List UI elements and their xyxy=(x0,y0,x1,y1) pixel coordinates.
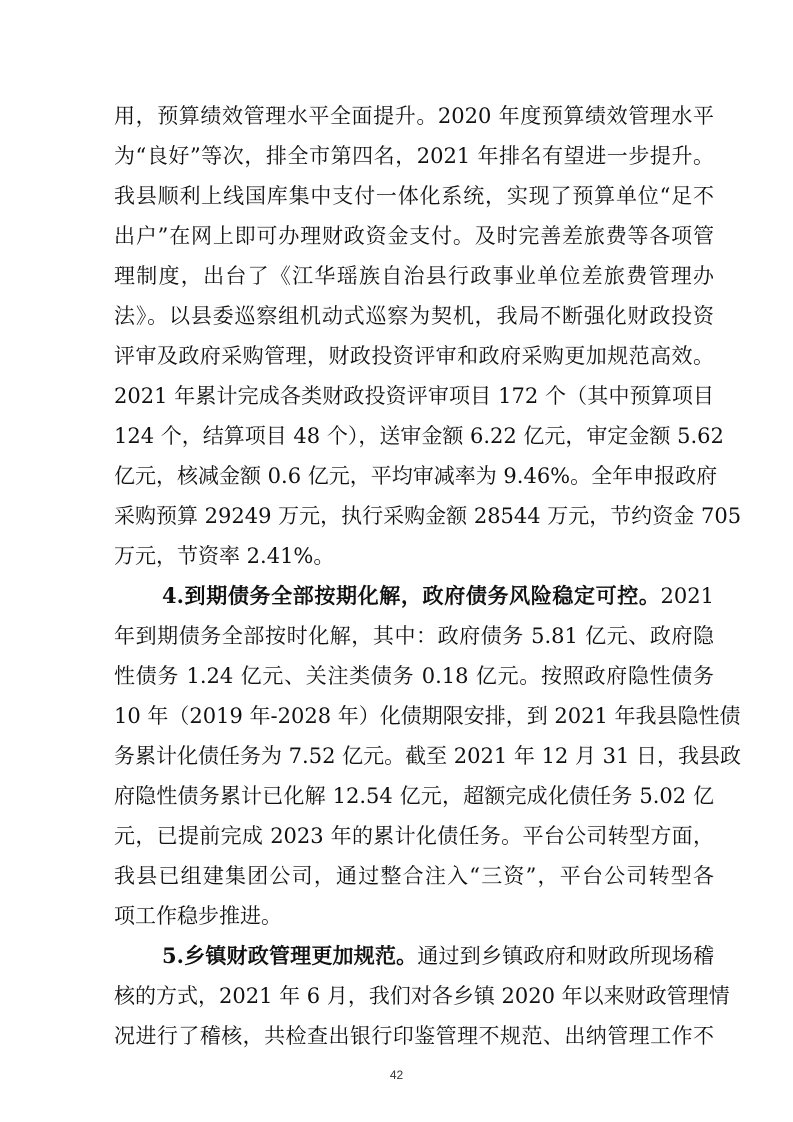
text-line: 用，预算绩效管理水平全面提升。2020 年度预算绩效管理水平 xyxy=(114,104,714,128)
text-line: 府隐性债务累计已化解 12.54 亿元，超额完成化债任务 5.02 亿 xyxy=(114,784,714,808)
text-line: 采购预算 29249 万元，执行采购金额 28544 万元，节约资金 705 xyxy=(114,504,742,528)
text-line: 124 个，结算项目 48 个），送审金额 6.22 亿元，审定金额 5.62 xyxy=(114,424,724,448)
text-line: 出户”在网上即可办理财政资金支付。及时完善差旅费等各项管 xyxy=(114,224,714,248)
section-4-first-line xyxy=(162,576,714,616)
section-5-first-line xyxy=(162,936,714,976)
text-line: 10 年（2019 年-2028 年）化债期限安排，到 2021 年我县隐性债 xyxy=(114,704,741,728)
text-line: 我县已组建集团公司，通过整合注入“三资”，平台公司转型各 xyxy=(114,864,714,888)
text-line: 理制度，出台了《江华瑶族自治县行政事业单位差旅费管理办 xyxy=(114,264,714,288)
section-5-heading: 5.乡镇财政管理更加规范。 xyxy=(162,943,418,968)
text-line: 况进行了稽核，共检查出银行印鉴管理不规范、出纳管理工作不 xyxy=(114,1024,714,1048)
text-line: 性债务 1.24 亿元、关注类债务 0.18 亿元。按照政府隐性债务 xyxy=(114,664,714,688)
text-line: 项工作稳步推进。 xyxy=(114,904,282,928)
section-4-heading: 4.到期债务全部按期化解，政府债务风险稳定可控。 xyxy=(162,583,661,608)
text-line: 年到期债务全部按时化解，其中：政府债务 5.81 亿元、政府隐 xyxy=(114,624,714,648)
text-line: 2021 年累计完成各类财政投资评审项目 172 个（其中预算项目 xyxy=(114,384,714,408)
text-line: 元，已提前完成 2023 年的累计化债任务。平台公司转型方面， xyxy=(114,824,714,848)
page-number: 42 xyxy=(389,1068,404,1082)
text-line: 法》。以县委巡察组机动式巡察为契机，我局不断强化财政投资 xyxy=(114,304,714,328)
text-line: 评审及政府采购管理，财政投资评审和政府采购更加规范高效。 xyxy=(114,344,714,368)
section-5-first-text: 通过到乡镇政府和财政所现场稽 xyxy=(417,944,714,968)
section-4-first-text: 2021 xyxy=(660,584,714,608)
text-line: 核的方式，2021 年 6 月，我们对各乡镇 2020 年以来财政管理情 xyxy=(114,984,730,1008)
text-line: 务累计化债任务为 7.52 亿元。截至 2021 年 12 月 31 日，我县政 xyxy=(114,744,742,768)
text-line: 万元，节资率 2.41%。 xyxy=(114,544,335,568)
text-line: 我县顺利上线国库集中支付一体化系统，实现了预算单位“足不 xyxy=(114,184,714,208)
text-line: 为“良好”等次，排全市第四名，2021 年排名有望进一步提升。 xyxy=(114,144,714,168)
text-line: 亿元，核减金额 0.6 亿元，平均审减率为 9.46%。全年申报政府 xyxy=(114,464,718,488)
